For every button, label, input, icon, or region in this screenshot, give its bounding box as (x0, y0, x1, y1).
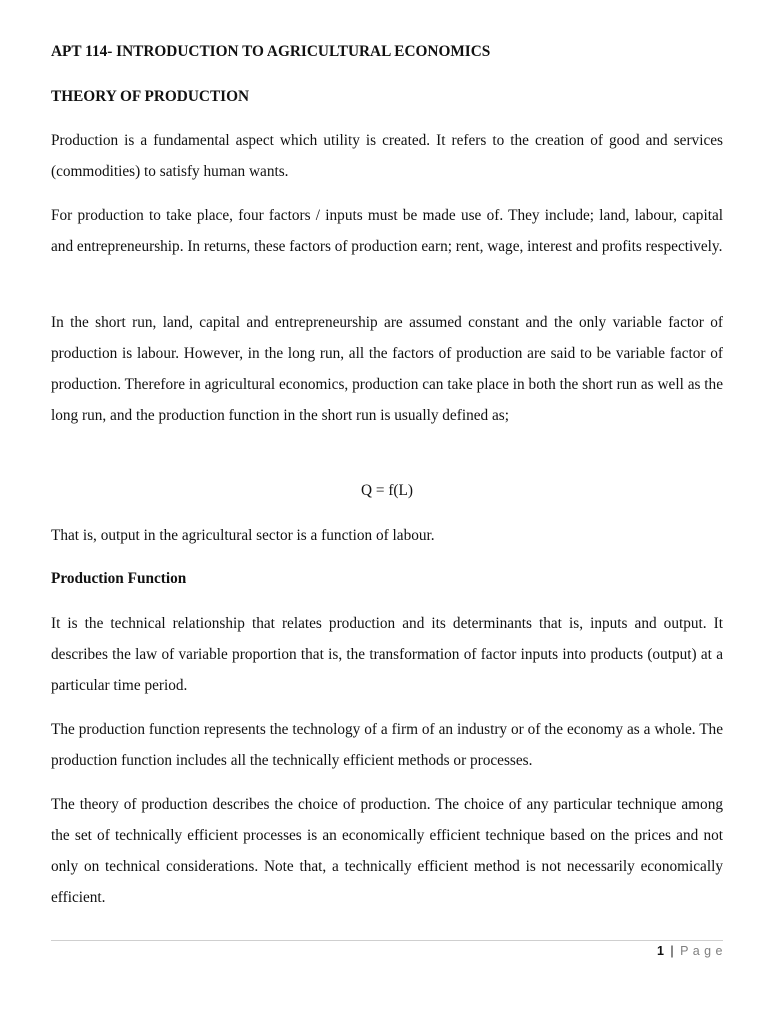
paragraph-technical-relationship: It is the technical relationship that relates production and its determinants that is, inputs and output. It describes the law of variable proportion that is, the transformation of factor inputs into products (output) at a particular time period. (51, 615, 723, 694)
footer-divider (51, 940, 723, 941)
section-title: THEORY OF PRODUCTION (51, 88, 250, 105)
subheading-production-function: Production Function (51, 570, 187, 587)
production-equation: Q = f(L) (361, 482, 413, 499)
paragraph-factors-of-production: For production to take place, four factors / inputs must be made use of. They include; land, labour, capital and entrepreneurship. In returns, these factors of production earn; rent, wage, interest and profits respectively. (51, 207, 723, 255)
paragraph-technology-of-firm: The production function represents the technology of a firm of an industry or of the economy as a whole. The production function includes all the technically efficient methods or processes. (51, 721, 723, 769)
paragraph-short-run-long-run: In the short run, land, capital and entrepreneurship are assumed constant and the only variable factor of production is labour. However, in the long run, all the factors of production are said to be variable factor of production. Therefore in agricultural economics, production can take place in both the short run as well as the long run, and the production function in the short run is usually defined as; (51, 314, 723, 424)
page-number: 1 (656, 944, 665, 958)
paragraph-output-function-of-labour: That is, output in the agricultural sector is a function of labour. (51, 527, 435, 544)
page-footer (657, 943, 723, 959)
paragraph-choice-of-production: The theory of production describes the choice of production. The choice of any particular technique among the set of technically efficient processes is an economically efficient technique based on the prices and not only on technical considerations. Note that, a technically efficient method is not necessarily economically efficient. (51, 796, 723, 906)
page-label: P a g e (680, 944, 723, 958)
paragraph-production-definition: Production is a fundamental aspect which utility is created. It refers to the creation of good and services (commodities) to satisfy human wants. (51, 132, 723, 180)
course-title: APT 114- INTRODUCTION TO AGRICULTURAL ECONOMICS (51, 43, 491, 60)
footer-separator: | (670, 944, 675, 958)
